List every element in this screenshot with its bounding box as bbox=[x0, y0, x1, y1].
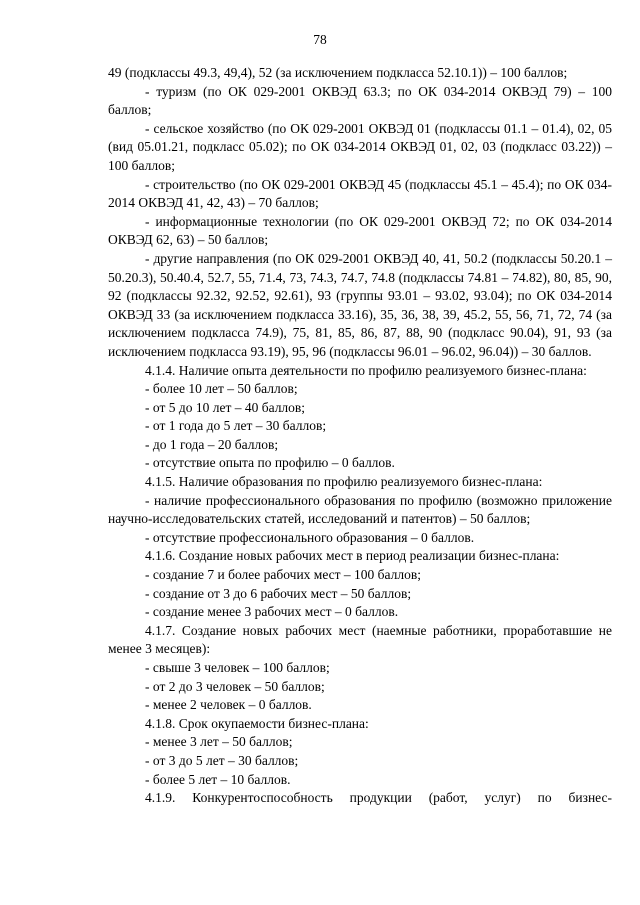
paragraph: 4.1.4. Наличие опыта деятельности по профилю реализуемого бизнес-плана: bbox=[145, 362, 587, 378]
page-number: 78 bbox=[313, 32, 327, 47]
paragraph: 49 (подклассы 49.3, 49,4), 52 (за исключением подкласса 52.10.1)) – 100 баллов; bbox=[108, 65, 568, 80]
paragraph: - от 5 до 10 лет – 40 баллов; bbox=[145, 399, 306, 415]
paragraph: - до 1 года – 20 баллов; bbox=[145, 436, 279, 452]
paragraph: - свыше 3 человек – 100 баллов; bbox=[145, 660, 330, 675]
paragraph: - создание 7 и более рабочих мест – 100 баллов; bbox=[145, 567, 422, 583]
paragraph: 4.1.6. Создание новых рабочих мест в период реализации бизнес-плана: bbox=[145, 548, 560, 564]
paragraph: - от 1 года до 5 лет – 30 баллов; bbox=[145, 418, 327, 434]
paragraph: - от 2 до 3 человек – 50 баллов; bbox=[145, 678, 325, 694]
paragraph: - строительство (по ОК 029-2001 ОКВЭД 45 (подклассы 45.1 – 45.4); по ОК 034-2014 ОКВЭД 41, 42, 43) – 70 баллов; bbox=[108, 176, 612, 211]
paragraph: 4.1.8. Срок окупаемости бизнес-плана: bbox=[145, 715, 369, 731]
paragraph: 4.1.9. Конкурентоспособность продукции (работ, услуг) по бизнес- bbox=[145, 790, 612, 806]
paragraph: - сельское хозяйство (по ОК 029-2001 ОКВЭД 01 (подклассы 01.1 – 01.4), 02, 05 (вид 05.01.21, подкласс 05.02); по ОК 034-2014 ОКВЭД 01, 02, 03 (подкласс 03.22)) – 100 баллов; bbox=[108, 120, 612, 173]
paragraph: - менее 3 лет – 50 баллов; bbox=[145, 734, 293, 750]
paragraph: - туризм (по ОК 029-2001 ОКВЭД 63.3; по ОК 034-2014 ОКВЭД 79) – 100 баллов; bbox=[108, 83, 612, 118]
paragraph: - отсутствие профессионального образования – 0 баллов. bbox=[145, 529, 475, 545]
paragraph: - создание менее 3 рабочих мест – 0 баллов. bbox=[145, 604, 399, 620]
paragraph: 4.1.7. Создание новых рабочих мест (наемные работники, проработавшие не менее 3 месяцев): bbox=[108, 622, 612, 657]
paragraph: - создание от 3 до 6 рабочих мест – 50 баллов; bbox=[145, 585, 412, 601]
paragraph: 4.1.5. Наличие образования по профилю реализуемого бизнес-плана: bbox=[145, 474, 543, 490]
paragraph: - информационные технологии (по ОК 029-2001 ОКВЭД 72; по ОК 034-2014 ОКВЭД 62, 63) – 50 баллов; bbox=[108, 213, 612, 248]
paragraph: - менее 2 человек – 0 баллов. bbox=[145, 697, 312, 713]
paragraph: - отсутствие опыта по профилю – 0 баллов. bbox=[145, 455, 395, 471]
paragraph: - более 5 лет – 10 баллов. bbox=[145, 771, 291, 787]
document-body bbox=[108, 64, 612, 808]
paragraph: - от 3 до 5 лет – 30 баллов; bbox=[145, 752, 299, 768]
paragraph: - более 10 лет – 50 баллов; bbox=[145, 381, 298, 397]
paragraph: - другие направления (по ОК 029-2001 ОКВЭД 40, 41, 50.2 (подклассы 50.20.1 – 50.20.3), 50.40.4, 52.7, 55, 71.4, 73, 74.3, 74.7, 74.8 (подклассы 74.81 – 74.82), 80, 85, 90, 92 (подклассы 92.32, 92.52, 92.61), 93 (группы 93.01 – 93.02, 93.04); по ОК 034-2014 ОКВЭД 33 (за исключением подкласса 33.16), 35, 36, 38, 39, 45.2, 55, 56, 71, 72, 74 (за исключением подкласса 74.9), 75, 81, 85, 86, 87, 88, 90 (подкласс 90.04), 91, 93 (за исключением подкласса 93.19), 95, 96 (подклассы 96.01 – 96.02, 96.04)) – 30 баллов. bbox=[108, 250, 612, 359]
paragraph: - наличие профессионального образования по профилю (возможно приложение научно-исследовательских статей, исследований и патентов) – 50 баллов; bbox=[108, 492, 612, 527]
